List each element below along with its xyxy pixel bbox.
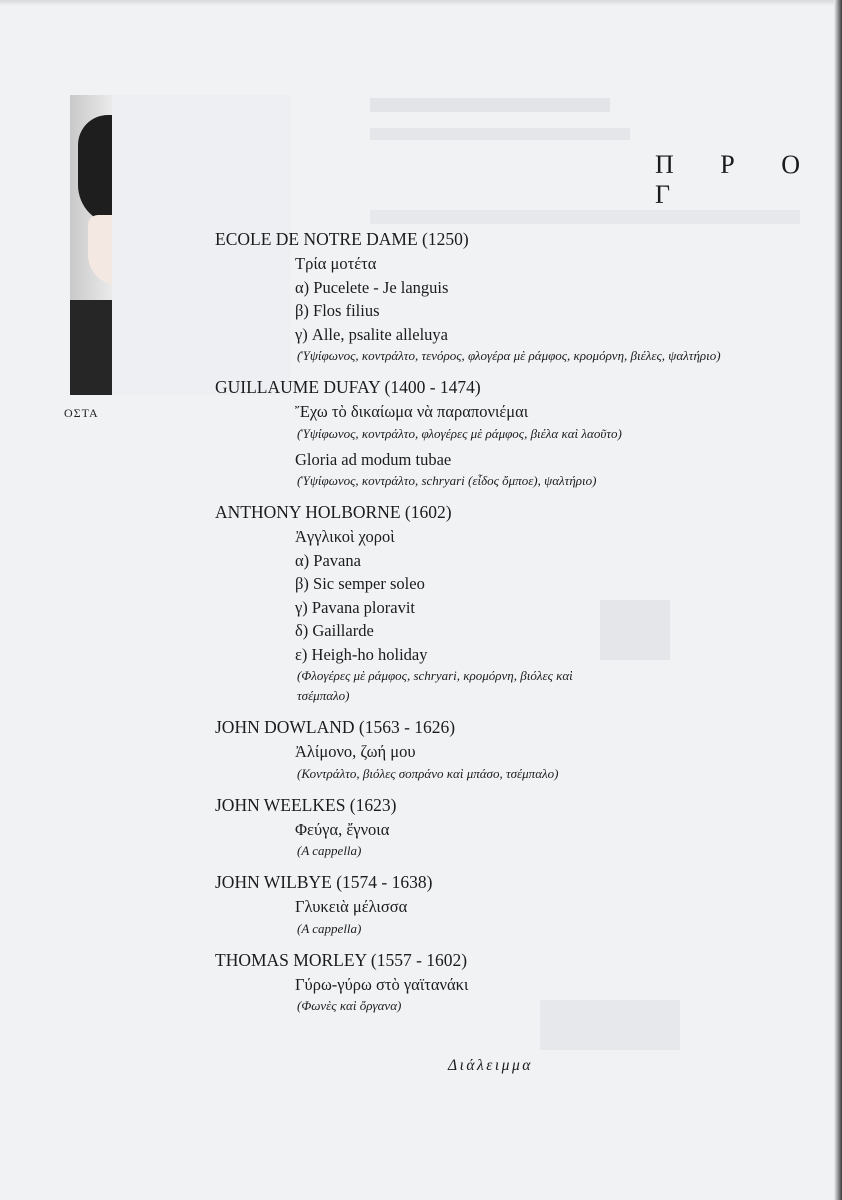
program-section (215, 714, 795, 784)
performers-note: (Κοντράλτο, βιόλες σοπράνο καὶ μπάσο, τσέμπαλο) (297, 765, 559, 781)
bleed-through-block (370, 128, 630, 140)
program-section (215, 226, 795, 366)
performers-note: (Ὑψίφωνος, κοντράλτο, φλογέρες μὲ ράμφος, βιέλα καὶ λαοῦτο) (297, 425, 622, 441)
work-title: β) Sic semper soleo (295, 574, 425, 593)
photo-coat-shape (70, 300, 112, 395)
program-list (215, 226, 795, 1016)
performers-note: (Φλογέρες μὲ ράμφος, schryari, κρομόρνη, βιόλες καὶ τσέμπαλο) (297, 668, 573, 703)
performers-note: (Ὑψίφωνος, κοντράλτο, schryari (εἶδος ὄμποε), ψαλτήριο) (297, 473, 597, 488)
performers-note: (Ὑψίφωνος, κοντράλτο, τενόρος, φλογέρα μὲ ράμφος, κρομόρνη, βιέλες, ψαλτήριο) (297, 348, 721, 363)
section-gap (215, 706, 795, 714)
composer-name: ECOLE DE NOTRE DAME (1250) (215, 229, 469, 249)
work-title: Ἀλίμονο, ζωή μου (295, 742, 416, 761)
program-section (215, 792, 795, 862)
page-edge-top (0, 0, 842, 6)
work-title: Γλυκειὰ μέλισσα (295, 897, 408, 916)
work-title: Ἀγγλικοὶ χοροὶ (295, 527, 395, 546)
work-title: Φεύγα, ἔγνοια (295, 819, 390, 839)
photo-caption: ΟΣΤΑ (64, 406, 99, 420)
work-title: α) Pavana (295, 550, 361, 570)
section-gap (215, 861, 795, 869)
performers-note: (Φωνὲς καὶ ὄργανα) (297, 998, 402, 1013)
portrait-photo (70, 95, 112, 395)
work-title: Τρία μοτέτα (295, 254, 377, 273)
composer-name: JOHN DOWLAND (1563 - 1626) (215, 717, 456, 737)
performers-note: (A cappella) (297, 843, 362, 858)
composer-name: THOMAS MORLEY (1557 - 1602) (215, 949, 468, 970)
work-title: γ) Pavana ploravit (295, 597, 416, 617)
composer-name: JOHN WILBYE (1574 - 1638) (215, 872, 433, 892)
work-title: ε) Heigh-ho holiday (295, 644, 428, 664)
composer-name: ANTHONY HOLBORNE (1602) (215, 502, 452, 522)
photo-face-shape (88, 215, 112, 285)
program-section (215, 869, 795, 939)
page-heading: Π Ρ Ο Γ (655, 150, 821, 209)
composer-name: GUILLAUME DUFAY (1400 - 1474) (215, 377, 481, 397)
work-title: Gloria ad modum tubae (295, 449, 452, 469)
program-section (215, 374, 795, 491)
program-section (215, 947, 795, 1017)
work-title: Γύρω-γύρω στὸ γαϊτανάκι (295, 974, 469, 994)
section-gap (215, 784, 795, 792)
composer-name: JOHN WEELKES (1623) (215, 794, 397, 815)
work-title: β) Flos filius (295, 301, 380, 320)
section-gap (215, 491, 795, 499)
photo-hair-shape (78, 115, 112, 225)
section-gap (215, 939, 795, 947)
section-gap (215, 366, 795, 374)
performers-note: (A cappella) (297, 920, 362, 936)
bleed-through-block (370, 210, 800, 224)
bleed-through-block (370, 98, 610, 112)
work-title: γ) Alle, psalite alleluya (295, 324, 448, 344)
work-title: Ἔχω τὸ δικαίωμα νὰ παραπονιέμαι (295, 402, 529, 421)
program-section (215, 499, 795, 706)
work-title: α) Pucelete - Je languis (295, 277, 449, 297)
work-title: δ) Gaillarde (295, 621, 374, 640)
intermission-label: Διάλειμμα (448, 1057, 533, 1074)
